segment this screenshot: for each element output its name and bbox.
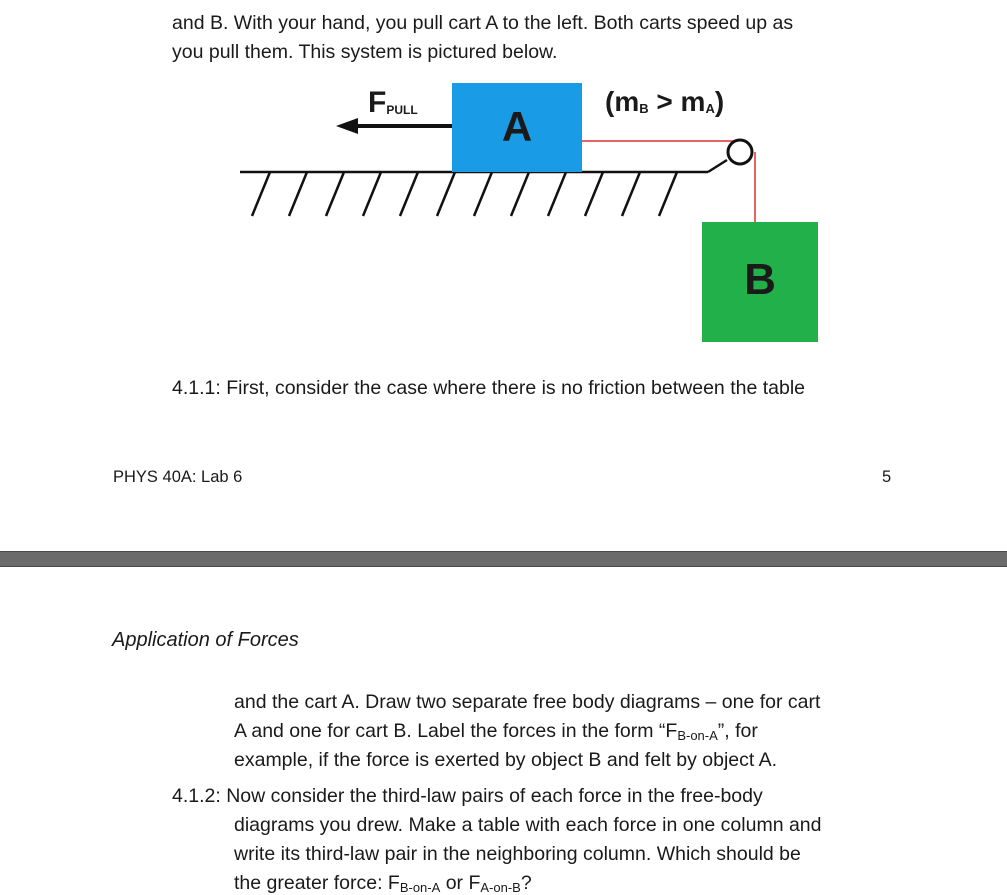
ground-hatch-mark <box>659 172 677 216</box>
pulley-support <box>708 160 727 172</box>
pull-force-arrow-head <box>336 118 358 134</box>
ground-hatch-mark <box>437 172 455 216</box>
ground-hatch-mark <box>400 172 418 216</box>
ground-hatch-mark <box>585 172 603 216</box>
cont-line-2-subscript: B-on-A <box>677 728 718 743</box>
ground-hatch-mark <box>511 172 529 216</box>
q412-line-4-end: ? <box>520 872 532 894</box>
ground-hatching <box>252 172 677 216</box>
ground-hatch-mark <box>289 172 307 216</box>
question-4-1-1-continued <box>234 688 894 775</box>
pulley-wheel <box>728 140 752 164</box>
ground-hatch-mark <box>548 172 566 216</box>
footer-page-number: 5 <box>882 468 892 486</box>
q412-line-4 <box>172 869 902 895</box>
pdf-page-6 <box>0 567 1007 895</box>
q412-number: 4.1.2: <box>172 785 221 807</box>
pull-force-label-sub: PULL <box>386 103 418 117</box>
mass-relation-label <box>605 86 724 117</box>
q412-line-1 <box>172 782 902 811</box>
mass-relation-sub-b: B <box>639 101 649 116</box>
footer-course: PHYS 40A: Lab 6 <box>113 468 243 486</box>
cont-line-1: and the cart A. Draw two separate free body diagrams – one for cart <box>234 691 821 713</box>
intro-line-2: you pull them. This system is pictured below. <box>172 41 558 63</box>
cart-a-label: A <box>501 103 533 150</box>
ground-hatch-mark <box>474 172 492 216</box>
mass-relation-open: (m <box>605 86 640 117</box>
cont-line-2 <box>234 717 894 746</box>
intro-line-1: and B. With your hand, you pull cart A to the left. Both carts speed up as <box>172 12 794 34</box>
q412-line-2: diagrams you drew. Make a table with each force in one column and <box>234 814 822 836</box>
page-separator <box>0 551 1007 567</box>
q412-sub-a-on-b: A-on-B <box>480 880 521 895</box>
mass-relation-close: ) <box>714 86 725 117</box>
mass-relation-sub-a: A <box>705 101 715 116</box>
cont-line-2-end: ”, for <box>717 720 758 742</box>
cart-pulley-diagram <box>0 0 1007 360</box>
ground-hatch-mark <box>326 172 344 216</box>
q412-sub-b-on-a: B-on-A <box>399 880 441 895</box>
question-4-1-2 <box>172 782 902 895</box>
question-4-1-1: 4.1.1: First, consider the case where there is no friction between the table <box>172 377 806 399</box>
ground-hatch-mark <box>622 172 640 216</box>
q412-line-4-start: the greater force: F <box>234 872 400 894</box>
q412-line-3: write its third-law pair in the neighboring column. Which should be <box>234 843 801 865</box>
mass-relation-middle: > m <box>648 86 706 117</box>
cart-b-label: B <box>744 255 776 304</box>
q412-line-1-text: Now consider the third-law pairs of each force in the free-body <box>220 785 763 807</box>
pull-force-label-main: F <box>368 86 387 119</box>
ground-hatch-mark <box>363 172 381 216</box>
q412-line-4-mid: or F <box>440 872 481 894</box>
cont-line-2-text: A and one for cart B. Label the forces in the form “F <box>234 720 678 742</box>
section-title: Application of Forces <box>112 629 299 651</box>
cont-line-3: example, if the force is exerted by object B and felt by object A. <box>234 749 778 771</box>
pull-force-label <box>368 86 418 119</box>
ground-hatch-mark <box>252 172 270 216</box>
